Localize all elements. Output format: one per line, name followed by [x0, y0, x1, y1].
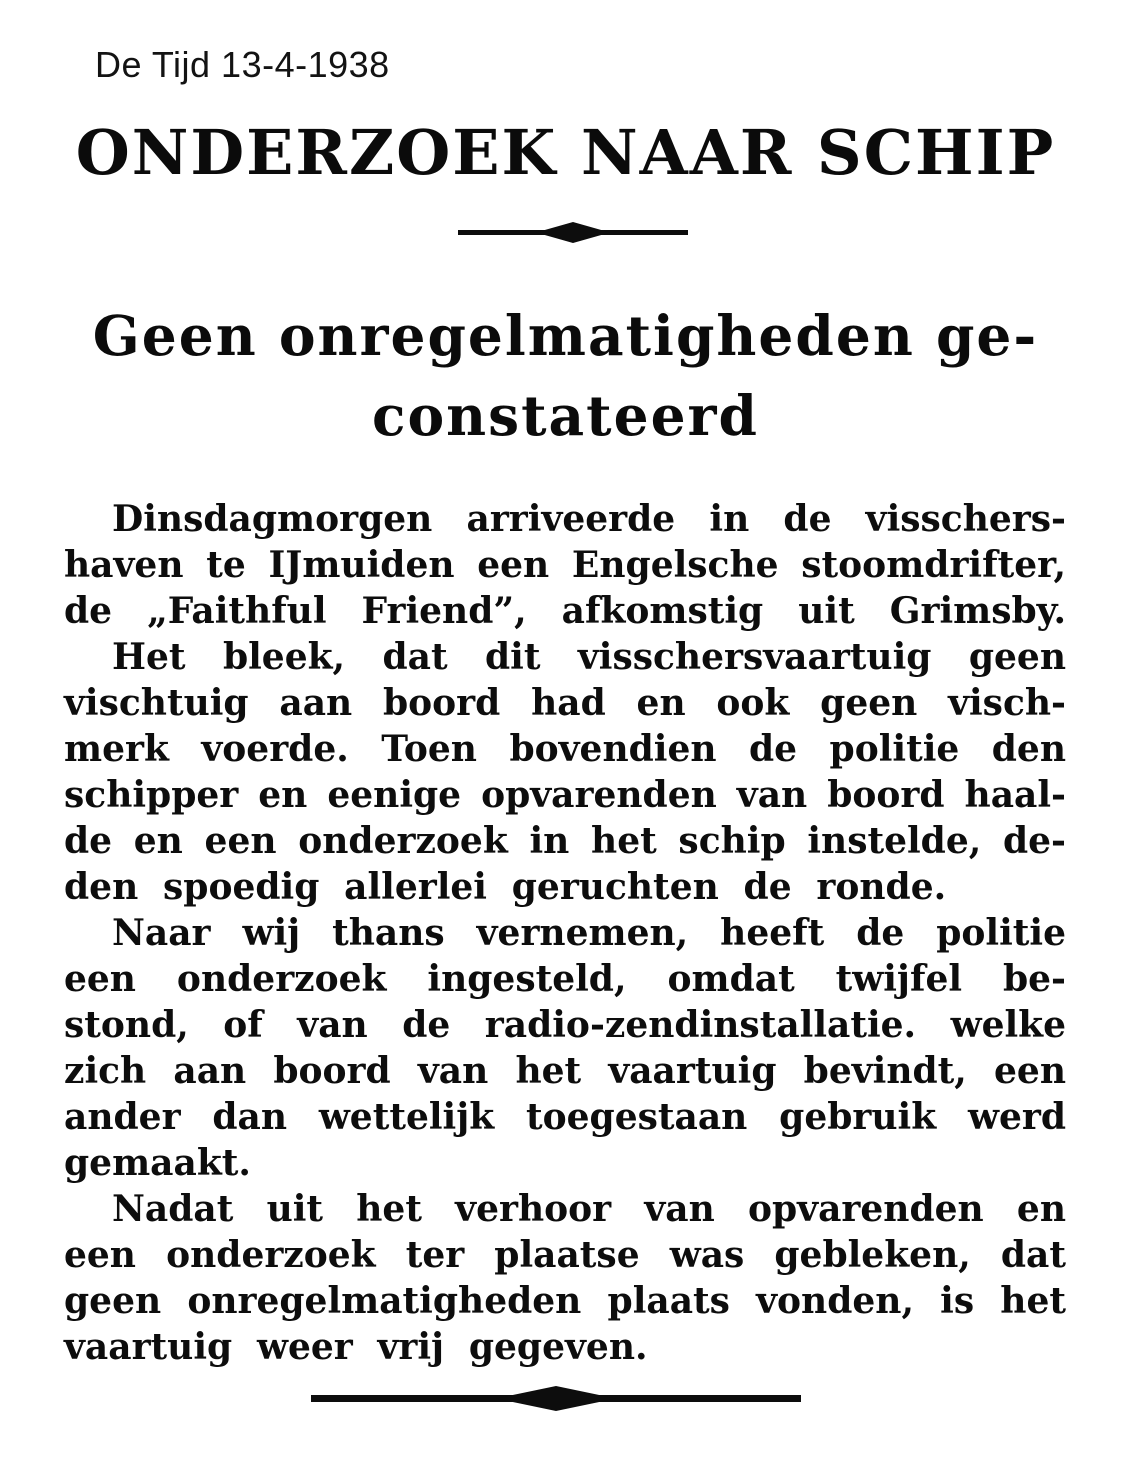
- body-line: een onderzoek ter plaatse was gebleken, dat: [64, 1234, 1066, 1276]
- body-line: haven te IJmuiden een Engelsche stoomdrifter,: [64, 544, 1066, 586]
- body-line: vaartuig weer vrij gegeven.: [64, 1326, 648, 1368]
- body-line: schipper en eenige opvarenden van boord haal-: [64, 774, 1066, 816]
- body-line: gemaakt.: [64, 1142, 251, 1184]
- body-line: stond, of van de radio-zendinstallatie. welke: [64, 1004, 1066, 1046]
- body-line: Nadat uit het verhoor van opvarenden en: [112, 1188, 1066, 1230]
- subheadline: [0, 296, 1131, 456]
- body-line: geen onregelmatigheden plaats vonden, is het: [64, 1280, 1066, 1322]
- diamond-rule-icon: [458, 220, 688, 246]
- headline: ONDERZOEK NAAR SCHIP: [75, 116, 1056, 189]
- body-line: zich aan boord van het vaartuig bevindt, een: [64, 1050, 1066, 1092]
- article-body: [64, 496, 1066, 1370]
- subheadline-line-2: constateerd: [372, 383, 759, 448]
- body-line: ander dan wettelijk toegestaan gebruik werd: [64, 1096, 1066, 1138]
- paragraph: [64, 910, 1066, 1186]
- body-line: Naar wij thans vernemen, heeft de politie: [112, 912, 1066, 954]
- body-line: de „Faithful Friend”, afkomstig uit Grimsby.: [64, 590, 1066, 632]
- paragraph: [64, 1186, 1066, 1370]
- diamond-rule-icon: [311, 1384, 801, 1414]
- body-line: merk voerde. Toen bovendien de politie den: [64, 728, 1066, 770]
- paragraph: [64, 634, 1066, 910]
- body-line: vischtuig aan boord had en ook geen visch-: [64, 682, 1066, 724]
- paragraph: [64, 496, 1066, 634]
- source-date-line: De Tijd 13-4-1938: [95, 44, 390, 85]
- body-line: een onderzoek ingesteld, omdat twijfel be-: [64, 958, 1066, 1000]
- body-line: Het bleek, dat dit visschersvaartuig geen: [112, 636, 1066, 678]
- subheadline-line-1: Geen onregelmatigheden ge-: [92, 303, 1039, 368]
- body-line: Dinsdagmorgen arriveerde in de visschers-: [112, 498, 1066, 540]
- body-line: de en een onderzoek in het schip instelde, de-: [64, 820, 1066, 862]
- body-line: den spoedig allerlei geruchten de ronde.: [64, 866, 947, 908]
